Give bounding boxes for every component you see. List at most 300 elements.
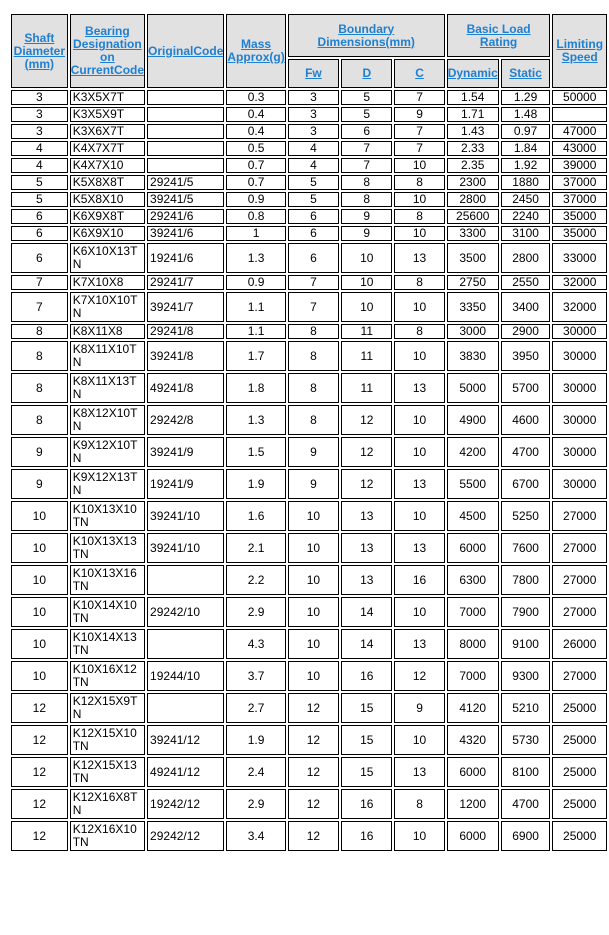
- cell-original-code: [147, 693, 224, 723]
- header-mass[interactable]: Mass Approx(g): [226, 14, 285, 88]
- cell-bearing-designation: K12X15X10TN: [70, 725, 145, 755]
- header-basic-load-rating[interactable]: Basic Load Rating: [447, 14, 551, 57]
- cell-static: 6900: [501, 821, 551, 851]
- cell-fw: 10: [288, 533, 339, 563]
- cell-fw: 7: [288, 292, 339, 322]
- cell-dynamic: 1200: [447, 789, 499, 819]
- cell-bearing-designation: K4X7X7T: [70, 141, 145, 156]
- cell-c: 12: [394, 661, 444, 691]
- cell-original-code: [147, 158, 224, 173]
- cell-bearing-designation: K8X12X10TN: [70, 405, 145, 435]
- table-row: [11, 341, 607, 371]
- cell-dynamic: 5000: [447, 373, 499, 403]
- cell-dynamic: 4500: [447, 501, 499, 531]
- table-row: [11, 757, 607, 787]
- cell-static: 0.97: [501, 124, 551, 139]
- cell-fw: 4: [288, 141, 339, 156]
- cell-d: 11: [341, 341, 392, 371]
- table-row: [11, 226, 607, 241]
- cell-c: 10: [394, 341, 444, 371]
- cell-limiting-speed: 32000: [552, 292, 607, 322]
- table-row: [11, 124, 607, 139]
- cell-c: 10: [394, 405, 444, 435]
- cell-c: 8: [394, 275, 444, 290]
- cell-static: 2450: [501, 192, 551, 207]
- cell-mass: 1.9: [226, 469, 285, 499]
- cell-static: 7600: [501, 533, 551, 563]
- cell-d: 7: [341, 158, 392, 173]
- cell-fw: 10: [288, 501, 339, 531]
- cell-limiting-speed: 39000: [552, 158, 607, 173]
- cell-limiting-speed: 32000: [552, 275, 607, 290]
- table-row: [11, 693, 607, 723]
- cell-shaft-diameter: 10: [11, 533, 68, 563]
- cell-mass: 0.9: [226, 192, 285, 207]
- cell-fw: 3: [288, 90, 339, 105]
- cell-c: 8: [394, 209, 444, 224]
- cell-c: 10: [394, 226, 444, 241]
- cell-c: 13: [394, 469, 444, 499]
- cell-fw: 3: [288, 124, 339, 139]
- cell-fw: 12: [288, 821, 339, 851]
- cell-bearing-designation: K9X12X13TN: [70, 469, 145, 499]
- cell-dynamic: 2.35: [447, 158, 499, 173]
- cell-shaft-diameter: 6: [11, 209, 68, 224]
- cell-shaft-diameter: 9: [11, 437, 68, 467]
- cell-bearing-designation: K7X10X10TN: [70, 292, 145, 322]
- cell-bearing-designation: K8X11X13TN: [70, 373, 145, 403]
- cell-bearing-designation: K10X14X13TN: [70, 629, 145, 659]
- cell-limiting-speed: 50000: [552, 90, 607, 105]
- table-row: [11, 405, 607, 435]
- cell-shaft-diameter: 8: [11, 341, 68, 371]
- table-row: [11, 158, 607, 173]
- cell-d: 15: [341, 725, 392, 755]
- cell-bearing-designation: K10X14X10TN: [70, 597, 145, 627]
- cell-dynamic: 6300: [447, 565, 499, 595]
- cell-d: 8: [341, 192, 392, 207]
- cell-shaft-diameter: 4: [11, 141, 68, 156]
- cell-c: 16: [394, 565, 444, 595]
- cell-static: 3100: [501, 226, 551, 241]
- cell-original-code: 39241/6: [147, 226, 224, 241]
- cell-mass: 0.4: [226, 124, 285, 139]
- cell-shaft-diameter: 12: [11, 757, 68, 787]
- cell-shaft-diameter: 12: [11, 693, 68, 723]
- table-row: [11, 292, 607, 322]
- cell-dynamic: 5500: [447, 469, 499, 499]
- cell-c: 8: [394, 789, 444, 819]
- cell-dynamic: 8000: [447, 629, 499, 659]
- cell-bearing-designation: K12X15X9TN: [70, 693, 145, 723]
- cell-bearing-designation: K8X11X8: [70, 324, 145, 339]
- cell-fw: 5: [288, 192, 339, 207]
- cell-shaft-diameter: 12: [11, 821, 68, 851]
- table-row: [11, 469, 607, 499]
- cell-shaft-diameter: 4: [11, 158, 68, 173]
- cell-original-code: [147, 107, 224, 122]
- cell-static: 2240: [501, 209, 551, 224]
- cell-bearing-designation: K12X16X10TN: [70, 821, 145, 851]
- cell-fw: 8: [288, 405, 339, 435]
- cell-original-code: 19241/6: [147, 243, 224, 273]
- cell-static: 1.48: [501, 107, 551, 122]
- cell-limiting-speed: 33000: [552, 243, 607, 273]
- cell-d: 10: [341, 275, 392, 290]
- cell-c: 8: [394, 324, 444, 339]
- cell-d: 8: [341, 175, 392, 190]
- cell-dynamic: 1.43: [447, 124, 499, 139]
- cell-shaft-diameter: 5: [11, 175, 68, 190]
- cell-fw: 4: [288, 158, 339, 173]
- cell-d: 15: [341, 757, 392, 787]
- cell-static: 3400: [501, 292, 551, 322]
- cell-shaft-diameter: 7: [11, 275, 68, 290]
- cell-limiting-speed: 47000: [552, 124, 607, 139]
- cell-shaft-diameter: 8: [11, 324, 68, 339]
- cell-dynamic: 6000: [447, 533, 499, 563]
- cell-mass: 1.5: [226, 437, 285, 467]
- cell-mass: 2.2: [226, 565, 285, 595]
- cell-c: 13: [394, 243, 444, 273]
- cell-dynamic: 4120: [447, 693, 499, 723]
- cell-limiting-speed: 25000: [552, 821, 607, 851]
- cell-dynamic: 2300: [447, 175, 499, 190]
- cell-mass: 1.1: [226, 324, 285, 339]
- cell-d: 13: [341, 501, 392, 531]
- cell-bearing-designation: K12X16X8TN: [70, 789, 145, 819]
- cell-bearing-designation: K10X16X12TN: [70, 661, 145, 691]
- cell-c: 13: [394, 533, 444, 563]
- cell-static: 8100: [501, 757, 551, 787]
- cell-c: 13: [394, 373, 444, 403]
- cell-dynamic: 4200: [447, 437, 499, 467]
- cell-mass: 0.4: [226, 107, 285, 122]
- table-row: [11, 821, 607, 851]
- cell-dynamic: 1.71: [447, 107, 499, 122]
- table-row: [11, 90, 607, 105]
- cell-original-code: 49241/8: [147, 373, 224, 403]
- cell-original-code: [147, 124, 224, 139]
- cell-limiting-speed: 25000: [552, 693, 607, 723]
- cell-mass: 3.7: [226, 661, 285, 691]
- cell-shaft-diameter: 3: [11, 107, 68, 122]
- cell-limiting-speed: 27000: [552, 597, 607, 627]
- cell-limiting-speed: 25000: [552, 725, 607, 755]
- table-row: [11, 107, 607, 122]
- cell-fw: 10: [288, 629, 339, 659]
- header-limiting-speed[interactable]: Limiting Speed: [552, 14, 607, 88]
- cell-dynamic: 7000: [447, 597, 499, 627]
- cell-dynamic: 6000: [447, 821, 499, 851]
- cell-dynamic: 3500: [447, 243, 499, 273]
- cell-fw: 8: [288, 324, 339, 339]
- cell-static: 7900: [501, 597, 551, 627]
- cell-bearing-designation: K6X9X10: [70, 226, 145, 241]
- table-row: [11, 789, 607, 819]
- cell-original-code: 29241/5: [147, 175, 224, 190]
- cell-c: 7: [394, 90, 444, 105]
- cell-d: 12: [341, 469, 392, 499]
- cell-shaft-diameter: 3: [11, 90, 68, 105]
- cell-bearing-designation: K8X11X10TN: [70, 341, 145, 371]
- cell-fw: 10: [288, 597, 339, 627]
- cell-static: 4700: [501, 789, 551, 819]
- cell-static: 4600: [501, 405, 551, 435]
- cell-static: 2900: [501, 324, 551, 339]
- cell-limiting-speed: 37000: [552, 192, 607, 207]
- cell-d: 14: [341, 597, 392, 627]
- table-row: [11, 209, 607, 224]
- cell-bearing-designation: K3X5X9T: [70, 107, 145, 122]
- cell-shaft-diameter: 9: [11, 469, 68, 499]
- cell-c: 10: [394, 821, 444, 851]
- cell-fw: 12: [288, 725, 339, 755]
- cell-static: 1.29: [501, 90, 551, 105]
- cell-c: 10: [394, 437, 444, 467]
- cell-c: 10: [394, 292, 444, 322]
- cell-d: 7: [341, 141, 392, 156]
- cell-mass: 0.9: [226, 275, 285, 290]
- cell-d: 10: [341, 292, 392, 322]
- cell-limiting-speed: [552, 107, 607, 122]
- cell-dynamic: 1.54: [447, 90, 499, 105]
- cell-shaft-diameter: 6: [11, 226, 68, 241]
- cell-original-code: 39241/10: [147, 501, 224, 531]
- cell-mass: 1.7: [226, 341, 285, 371]
- cell-mass: 2.7: [226, 693, 285, 723]
- cell-bearing-designation: K3X5X7T: [70, 90, 145, 105]
- cell-fw: 10: [288, 565, 339, 595]
- cell-d: 5: [341, 90, 392, 105]
- cell-shaft-diameter: 3: [11, 124, 68, 139]
- table-row: [11, 243, 607, 273]
- cell-fw: 3: [288, 107, 339, 122]
- cell-shaft-diameter: 6: [11, 243, 68, 273]
- cell-d: 12: [341, 437, 392, 467]
- cell-dynamic: 3300: [447, 226, 499, 241]
- cell-bearing-designation: K3X6X7T: [70, 124, 145, 139]
- cell-fw: 9: [288, 437, 339, 467]
- header-boundary-dimensions[interactable]: Boundary Dimensions(mm): [288, 14, 445, 57]
- cell-limiting-speed: 37000: [552, 175, 607, 190]
- cell-original-code: [147, 565, 224, 595]
- cell-original-code: 39241/12: [147, 725, 224, 755]
- cell-original-code: 39241/8: [147, 341, 224, 371]
- cell-static: 9100: [501, 629, 551, 659]
- cell-fw: 6: [288, 209, 339, 224]
- cell-dynamic: 4900: [447, 405, 499, 435]
- cell-dynamic: 7000: [447, 661, 499, 691]
- cell-c: 7: [394, 141, 444, 156]
- cell-static: 5250: [501, 501, 551, 531]
- cell-original-code: 19242/12: [147, 789, 224, 819]
- cell-original-code: 39241/9: [147, 437, 224, 467]
- cell-bearing-designation: K5X8X10: [70, 192, 145, 207]
- cell-limiting-speed: 35000: [552, 226, 607, 241]
- header-c[interactable]: C: [394, 59, 444, 88]
- cell-bearing-designation: K12X15X13TN: [70, 757, 145, 787]
- header-d[interactable]: D: [341, 59, 392, 88]
- cell-dynamic: 3350: [447, 292, 499, 322]
- cell-shaft-diameter: 10: [11, 629, 68, 659]
- cell-d: 11: [341, 324, 392, 339]
- cell-mass: 1.6: [226, 501, 285, 531]
- cell-mass: 1.1: [226, 292, 285, 322]
- cell-limiting-speed: 27000: [552, 501, 607, 531]
- cell-original-code: 29242/12: [147, 821, 224, 851]
- cell-bearing-designation: K6X9X8T: [70, 209, 145, 224]
- cell-original-code: [147, 90, 224, 105]
- cell-dynamic: 4320: [447, 725, 499, 755]
- cell-limiting-speed: 35000: [552, 209, 607, 224]
- cell-mass: 2.9: [226, 789, 285, 819]
- cell-d: 15: [341, 693, 392, 723]
- cell-dynamic: 25600: [447, 209, 499, 224]
- cell-d: 16: [341, 821, 392, 851]
- table-row: [11, 725, 607, 755]
- cell-shaft-diameter: 5: [11, 192, 68, 207]
- cell-bearing-designation: K10X13X16TN: [70, 565, 145, 595]
- cell-original-code: 39241/7: [147, 292, 224, 322]
- cell-d: 16: [341, 789, 392, 819]
- table-row: [11, 437, 607, 467]
- cell-limiting-speed: 26000: [552, 629, 607, 659]
- header-dynamic[interactable]: Dynamic: [447, 59, 499, 88]
- cell-fw: 6: [288, 226, 339, 241]
- cell-c: 9: [394, 693, 444, 723]
- cell-dynamic: 2750: [447, 275, 499, 290]
- cell-fw: 12: [288, 789, 339, 819]
- cell-static: 9300: [501, 661, 551, 691]
- cell-original-code: 29242/10: [147, 597, 224, 627]
- cell-mass: 2.4: [226, 757, 285, 787]
- cell-mass: 2.1: [226, 533, 285, 563]
- cell-static: 3950: [501, 341, 551, 371]
- cell-static: 1880: [501, 175, 551, 190]
- cell-original-code: 29241/7: [147, 275, 224, 290]
- table-row: [11, 175, 607, 190]
- cell-original-code: 29242/8: [147, 405, 224, 435]
- table-row: [11, 373, 607, 403]
- cell-fw: 10: [288, 661, 339, 691]
- cell-bearing-designation: K7X10X8: [70, 275, 145, 290]
- cell-fw: 12: [288, 693, 339, 723]
- cell-limiting-speed: 27000: [552, 533, 607, 563]
- table-row: [11, 597, 607, 627]
- cell-c: 10: [394, 725, 444, 755]
- cell-fw: 8: [288, 373, 339, 403]
- cell-d: 6: [341, 124, 392, 139]
- table-row: [11, 501, 607, 531]
- cell-static: 5700: [501, 373, 551, 403]
- cell-static: 7800: [501, 565, 551, 595]
- cell-limiting-speed: 25000: [552, 789, 607, 819]
- cell-shaft-diameter: 10: [11, 661, 68, 691]
- cell-dynamic: 6000: [447, 757, 499, 787]
- cell-d: 11: [341, 373, 392, 403]
- header-static[interactable]: Static: [501, 59, 551, 88]
- cell-dynamic: 2.33: [447, 141, 499, 156]
- table-body: [11, 90, 607, 851]
- cell-fw: 9: [288, 469, 339, 499]
- cell-original-code: 29241/8: [147, 324, 224, 339]
- table-row: [11, 533, 607, 563]
- cell-original-code: [147, 629, 224, 659]
- cell-static: 1.92: [501, 158, 551, 173]
- cell-bearing-designation: K4X7X10: [70, 158, 145, 173]
- cell-mass: 2.9: [226, 597, 285, 627]
- cell-static: 6700: [501, 469, 551, 499]
- cell-d: 10: [341, 243, 392, 273]
- cell-d: 13: [341, 533, 392, 563]
- cell-c: 10: [394, 501, 444, 531]
- cell-c: 13: [394, 757, 444, 787]
- cell-bearing-designation: K6X10X13TN: [70, 243, 145, 273]
- cell-fw: 5: [288, 175, 339, 190]
- cell-limiting-speed: 30000: [552, 373, 607, 403]
- cell-static: 2800: [501, 243, 551, 273]
- cell-d: 14: [341, 629, 392, 659]
- cell-bearing-designation: K10X13X13TN: [70, 533, 145, 563]
- cell-fw: 7: [288, 275, 339, 290]
- cell-c: 10: [394, 192, 444, 207]
- cell-shaft-diameter: 8: [11, 405, 68, 435]
- cell-original-code: 29241/6: [147, 209, 224, 224]
- header-shaft-diameter[interactable]: Shaft Diameter (mm): [11, 14, 68, 88]
- cell-d: 9: [341, 209, 392, 224]
- cell-shaft-diameter: 12: [11, 789, 68, 819]
- cell-limiting-speed: 43000: [552, 141, 607, 156]
- cell-c: 13: [394, 629, 444, 659]
- table-row: [11, 141, 607, 156]
- cell-static: 2550: [501, 275, 551, 290]
- header-original-code[interactable]: OriginalCode: [147, 14, 224, 88]
- bearing-spec-table: [9, 12, 609, 853]
- cell-static: 5730: [501, 725, 551, 755]
- cell-limiting-speed: 30000: [552, 437, 607, 467]
- cell-shaft-diameter: 10: [11, 565, 68, 595]
- cell-limiting-speed: 27000: [552, 565, 607, 595]
- cell-original-code: 39241/5: [147, 192, 224, 207]
- cell-d: 9: [341, 226, 392, 241]
- cell-original-code: 49241/12: [147, 757, 224, 787]
- cell-c: 7: [394, 124, 444, 139]
- table-row: [11, 565, 607, 595]
- cell-mass: 4.3: [226, 629, 285, 659]
- cell-shaft-diameter: 12: [11, 725, 68, 755]
- cell-mass: 1.8: [226, 373, 285, 403]
- header-bearing-designation[interactable]: Bearing Designation on CurrentCode: [70, 14, 145, 88]
- cell-dynamic: 3830: [447, 341, 499, 371]
- cell-fw: 8: [288, 341, 339, 371]
- cell-c: 8: [394, 175, 444, 190]
- cell-shaft-diameter: 10: [11, 501, 68, 531]
- table-row: [11, 192, 607, 207]
- cell-bearing-designation: K9X12X10TN: [70, 437, 145, 467]
- cell-shaft-diameter: 7: [11, 292, 68, 322]
- cell-static: 4700: [501, 437, 551, 467]
- cell-d: 5: [341, 107, 392, 122]
- cell-c: 10: [394, 597, 444, 627]
- cell-d: 12: [341, 405, 392, 435]
- cell-limiting-speed: 30000: [552, 341, 607, 371]
- cell-dynamic: 2800: [447, 192, 499, 207]
- header-fw[interactable]: Fw: [288, 59, 339, 88]
- cell-d: 13: [341, 565, 392, 595]
- table-row: [11, 275, 607, 290]
- cell-limiting-speed: 30000: [552, 469, 607, 499]
